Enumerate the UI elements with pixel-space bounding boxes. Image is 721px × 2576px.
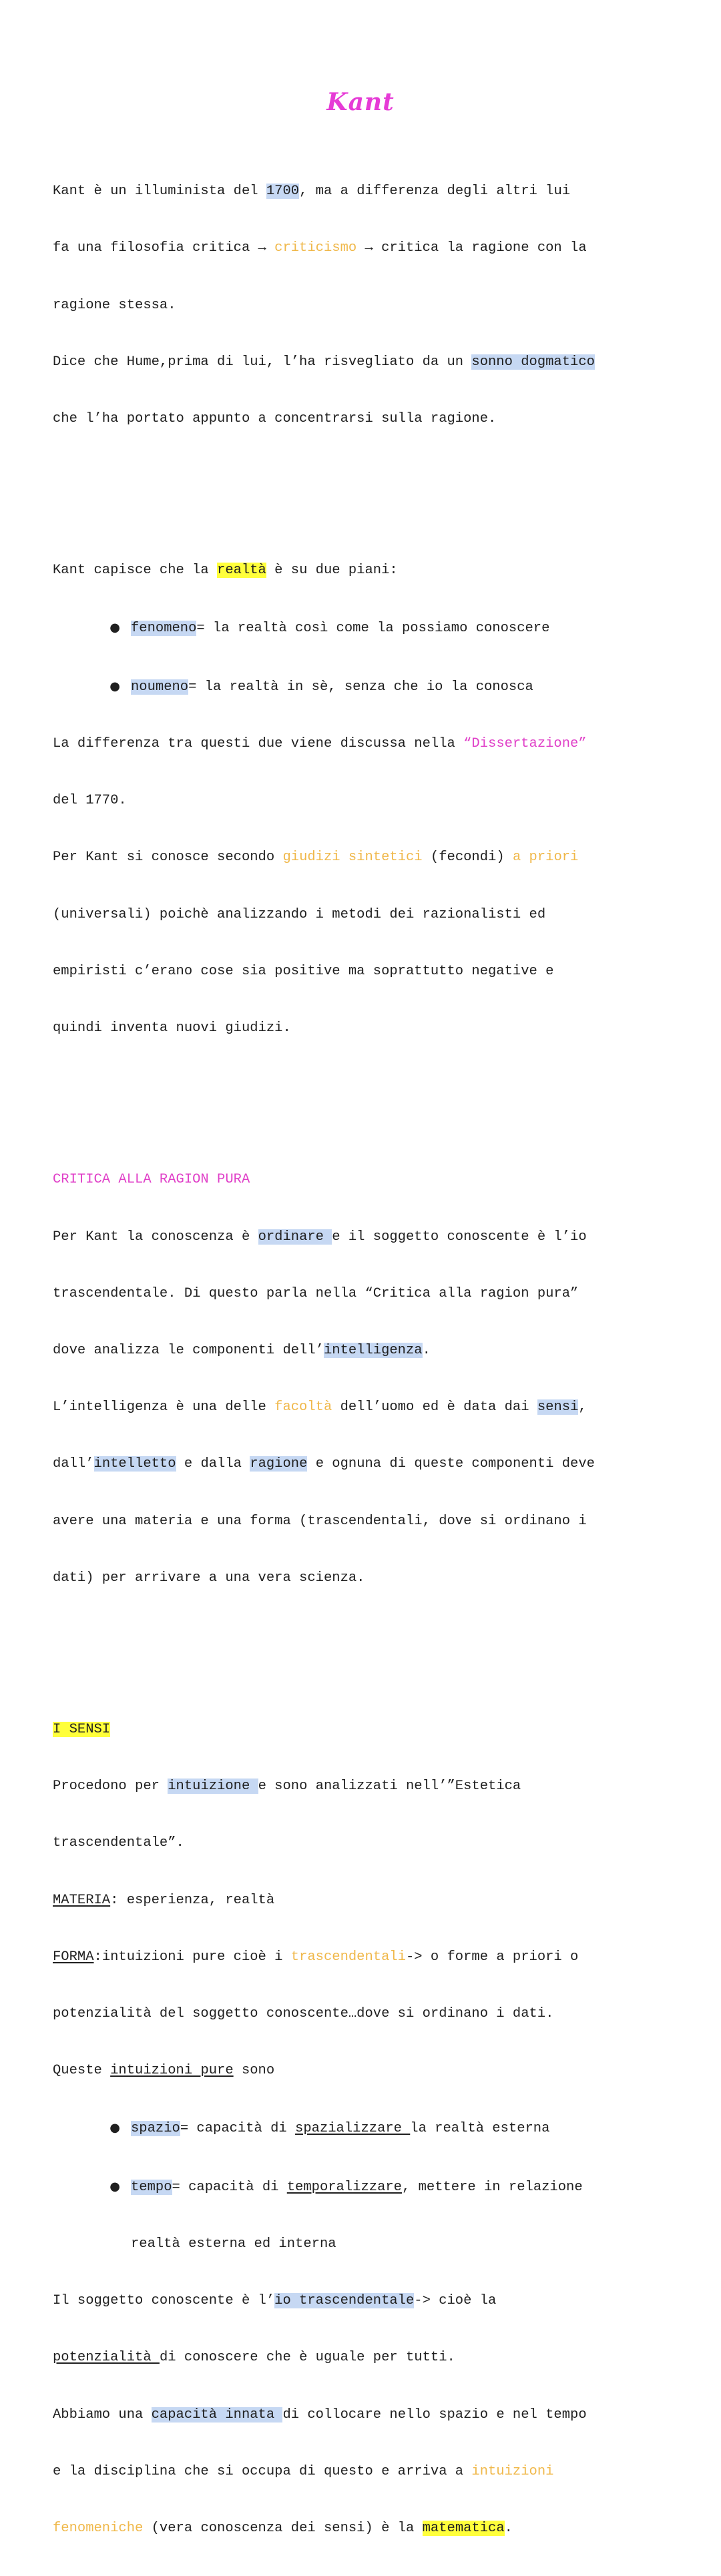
underlined-term: spazializzare [295, 2121, 411, 2137]
text-line: Per Kant la conoscenza è ordinare e il soggetto conoscente è l’io [53, 1229, 587, 1245]
highlight: intuizione [168, 1779, 258, 1795]
underlined-term: FORMA [53, 1949, 94, 1965]
text-line: dati) per arrivare a una vera scienza. [53, 1570, 365, 1586]
list-item: ● fenomeno= la realtà così come la possiamo conoscere [53, 618, 640, 639]
bullet-icon: ● [109, 621, 120, 635]
document-body [53, 125, 640, 2576]
text-line: Per Kant si conosce secondo giudizi sintetici (fecondi) a priori [53, 850, 579, 866]
highlight: noumeno [131, 679, 189, 695]
text-line: Kant è un illuminista del 1700, ma a differenza degli altri lui [53, 184, 571, 200]
text-line: fa una filosofia critica → criticismo → critica la ragione con la [53, 240, 587, 256]
highlight: 1700 [266, 184, 300, 200]
text-line: MATERIA: esperienza, realtà [53, 1892, 275, 1908]
colored-term: fenomeniche [53, 2521, 144, 2537]
colored-term: giudizi sintetici [282, 850, 423, 866]
highlight: fenomeno [131, 621, 197, 637]
text-line: dove analizza le componenti dell’intelligenza. [53, 1342, 431, 1358]
highlight: capacità innata [151, 2406, 283, 2423]
text-line: che l’ha portato appunto a concentrarsi sulla ragione. [53, 411, 497, 427]
highlight: ragione [250, 1456, 308, 1472]
text-line: e la disciplina che si occupa di questo e arriva a intuizioni [53, 2463, 554, 2479]
blank-line [53, 1076, 640, 1094]
highlight: io trascendentale [274, 2293, 415, 2309]
colored-term: intuizioni [471, 2463, 554, 2479]
highlight: intelligenza [323, 1342, 423, 1358]
list-item: ● tempo= capacità di temporalizzare, mettere in relazione [53, 2177, 640, 2198]
list-item: ● spazio= capacità di spazializzare la realtà esterna [53, 2118, 640, 2139]
highlight: spazio [131, 2121, 180, 2137]
text-line: FORMA:intuizioni pure cioè i trascendentali-> o forme a priori o [53, 1949, 579, 1965]
text-line: La differenza tra questi due viene discussa nella “Dissertazione” [53, 736, 587, 752]
highlight: matematica [422, 2521, 505, 2537]
highlight: intelletto [93, 1456, 176, 1472]
blank-line [53, 466, 640, 485]
page-title: Kant [326, 88, 395, 116]
text-line: Queste intuizioni pure sono [53, 2063, 275, 2079]
highlight: sensi [537, 1399, 579, 1415]
section-heading: I SENSI [53, 1721, 111, 1737]
colored-term: a priori [512, 850, 579, 866]
text-line: quindi inventa nuovi giudizi. [53, 1020, 291, 1036]
underlined-term: intuizioni pure [110, 2063, 234, 2079]
underlined-term: temporalizzare [286, 2179, 402, 2195]
highlight: realtà [217, 563, 266, 579]
list-item-continuation: realtà esterna ed interna [131, 2236, 336, 2252]
text-line: Procedono per intuizione e sono analizzati nell’”Estetica [53, 1779, 521, 1795]
list-item: ● noumeno= la realtà in sè, senza che io la conosca [53, 677, 640, 697]
blank-line [53, 1626, 640, 1644]
highlight: sonno dogmatico [471, 354, 595, 370]
text-line: avere una materia e una forma (trascendentali, dove si ordinano i [53, 1513, 587, 1529]
underlined-term: MATERIA [53, 1892, 111, 1908]
text-line: Kant capisce che la realtà è su due piani: [53, 563, 398, 579]
text-line: potenzialità di conoscere che è uguale per tutti. [53, 2350, 455, 2366]
bullet-icon: ● [109, 679, 120, 693]
text-line: dall’intelletto e dalla ragione e ognuna di queste componenti deve [53, 1456, 595, 1472]
text-line: ragione stessa. [53, 297, 176, 313]
highlight: ordinare [258, 1229, 332, 1245]
bullet-icon: ● [109, 2121, 120, 2136]
underlined-term: potenzialità [53, 2350, 160, 2366]
colored-term: trascendentali [290, 1949, 406, 1965]
colored-term: criticismo [274, 240, 357, 256]
text-line: trascendentale”. [53, 1835, 184, 1851]
bullet-icon: ● [109, 2179, 120, 2194]
text-line: L’intelligenza è una delle facoltà dell’uomo ed è data dai sensi, [53, 1399, 587, 1415]
text-line: del 1770. [53, 793, 127, 809]
text-line: empiristi c’erano cose sia positive ma soprattutto negative e [53, 963, 554, 979]
text-line: Dice che Hume,prima di lui, l’ha risvegliato da un sonno dogmatico [53, 354, 595, 370]
text-line: (universali) poichè analizzando i metodi dei razionalisti ed [53, 906, 546, 922]
text-line: Il soggetto conoscente è l’io trascendentale-> cioè la [53, 2293, 497, 2309]
colored-term: facoltà [274, 1399, 332, 1415]
text-line: trascendentale. Di questo parla nella “Critica alla ragion pura” [53, 1285, 579, 1301]
highlight: tempo [131, 2179, 172, 2195]
text-line: Abbiamo una capacità innata di collocare nello spazio e nel tempo [53, 2406, 587, 2423]
section-heading: CRITICA ALLA RAGION PURA [53, 1172, 250, 1188]
colored-term: “Dissertazione” [463, 736, 587, 752]
text-line: potenzialità del soggetto conoscente…dove si ordinano i dati. [53, 2005, 554, 2021]
text-line: fenomeniche (vera conoscenza dei sensi) è la matematica. [53, 2521, 513, 2537]
